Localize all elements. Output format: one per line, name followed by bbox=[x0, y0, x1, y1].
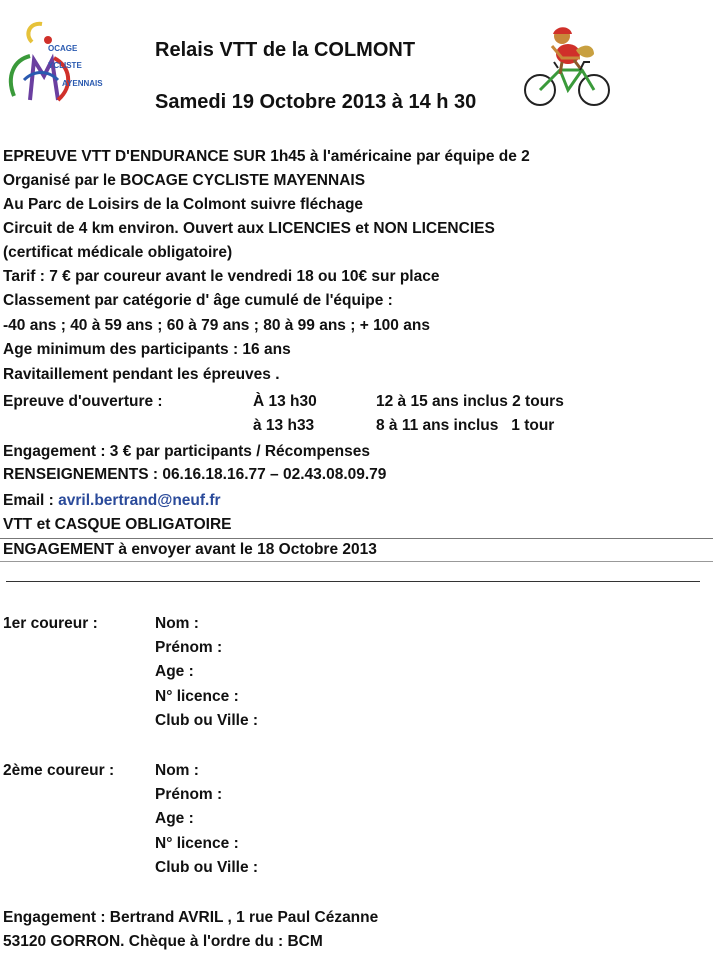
club-logo bbox=[4, 16, 108, 102]
event-title: Relais VTT de la COLMONT bbox=[155, 39, 416, 61]
body-line-3: Au Parc de Loisirs de la Colmont suivre fléchage bbox=[3, 196, 364, 213]
body-line-2: Organisé par le BOCAGE CYCLISTE MAYENNAIS bbox=[3, 172, 366, 189]
ouverture-desc-2: 8 à 11 ans inclus 1 tour bbox=[376, 417, 555, 434]
coureur2-licence: N° licence : bbox=[155, 835, 239, 852]
email-link[interactable]: avril.bertrand@neuf.fr bbox=[58, 492, 221, 509]
engagement-price: Engagement : 3 € par participants / Récompenses bbox=[3, 443, 370, 460]
logo-text-2: YCLISTE bbox=[48, 61, 82, 70]
event-date: Samedi 19 Octobre 2013 à 14 h 30 bbox=[155, 91, 477, 113]
email-line bbox=[3, 492, 221, 510]
email-label: Email : bbox=[3, 492, 59, 509]
body-line-7: Classement par catégorie d' âge cumulé de l'équipe : bbox=[3, 292, 393, 309]
coureur1-club: Club ou Ville : bbox=[155, 712, 259, 729]
casque-notice: VTT et CASQUE OBLIGATOIRE bbox=[3, 516, 232, 533]
coureur2-prenom: Prénom : bbox=[155, 786, 223, 803]
ouverture-time-1: À 13 h30 bbox=[253, 393, 317, 410]
divider-top bbox=[0, 538, 713, 539]
cyclist-icon bbox=[522, 24, 614, 110]
body-line-6: Tarif : 7 € par coureur avant le vendredi 18 ou 10€ sur place bbox=[3, 268, 440, 285]
ouverture-label: Epreuve d'ouverture : bbox=[3, 393, 163, 410]
ouverture-time-2: à 13 h33 bbox=[253, 417, 315, 434]
coureur1-nom: Nom : bbox=[155, 615, 199, 632]
ouverture-desc-1: 12 à 15 ans inclus 2 tours bbox=[376, 393, 564, 410]
body-line-10: Ravitaillement pendant les épreuves . bbox=[3, 366, 280, 383]
deadline-notice: ENGAGEMENT à envoyer avant le 18 Octobre 2013 bbox=[3, 541, 377, 558]
renseignements-phone: RENSEIGNEMENTS : 06.16.18.16.77 – 02.43.08.09.79 bbox=[3, 466, 387, 483]
coureur1-prenom: Prénom : bbox=[155, 639, 223, 656]
coureur2-label: 2ème coureur : bbox=[3, 762, 115, 779]
coureur1-licence: N° licence : bbox=[155, 688, 239, 705]
body-line-8: -40 ans ; 40 à 59 ans ; 60 à 79 ans ; 80 à 99 ans ; + 100 ans bbox=[3, 317, 430, 334]
coureur1-age: Age : bbox=[155, 663, 194, 680]
cut-line bbox=[6, 581, 700, 582]
coureur1-label: 1er coureur : bbox=[3, 615, 98, 632]
footer-address: Engagement : Bertrand AVRIL , 1 rue Paul Cézanne bbox=[3, 909, 379, 926]
coureur2-nom: Nom : bbox=[155, 762, 199, 779]
body-line-1: EPREUVE VTT D'ENDURANCE SUR 1h45 à l'américaine par équipe de 2 bbox=[3, 148, 530, 165]
coureur2-club: Club ou Ville : bbox=[155, 859, 259, 876]
logo-text-3: AYENNAIS bbox=[62, 79, 103, 88]
logo-text-1: OCAGE bbox=[48, 44, 78, 53]
footer-cheque: 53120 GORRON. Chèque à l'ordre du : BCM bbox=[3, 933, 323, 950]
body-line-4: Circuit de 4 km environ. Ouvert aux LICENCIES et NON LICENCIES bbox=[3, 220, 495, 237]
divider-mid bbox=[0, 561, 713, 562]
body-line-9: Age minimum des participants : 16 ans bbox=[3, 341, 291, 358]
body-line-5: (certificat médicale obligatoire) bbox=[3, 244, 233, 261]
coureur2-age: Age : bbox=[155, 810, 194, 827]
